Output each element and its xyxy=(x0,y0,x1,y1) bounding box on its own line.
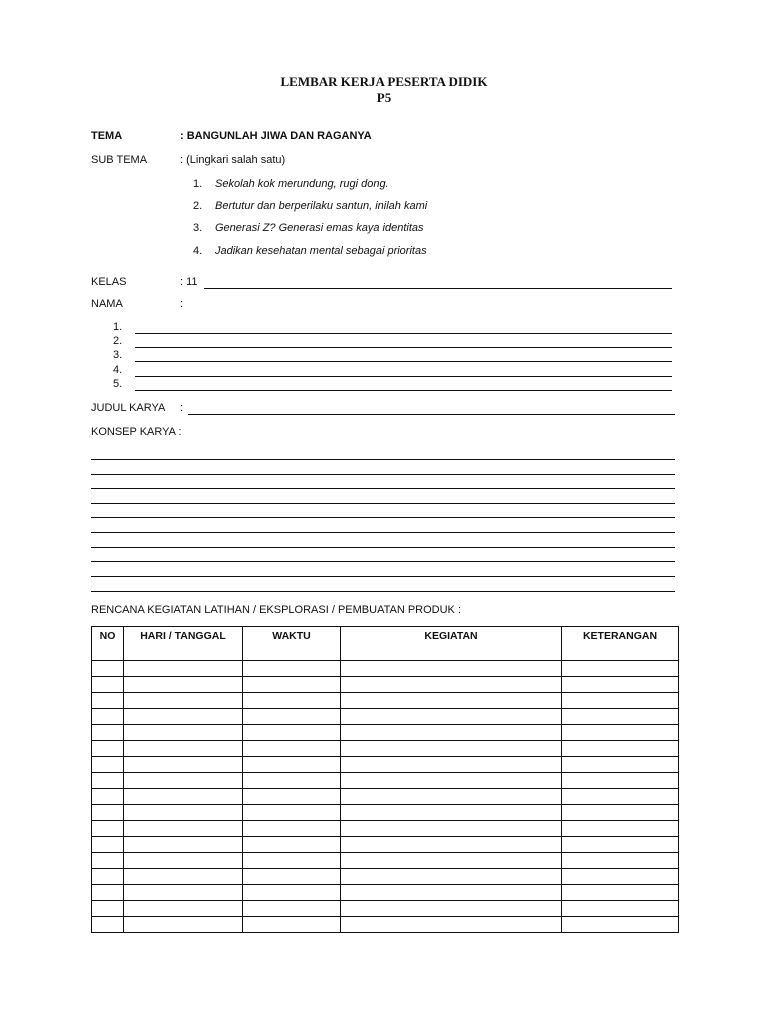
table-cell[interactable] xyxy=(341,661,562,677)
table-row xyxy=(92,885,679,901)
sub-tema-option[interactable] xyxy=(193,245,427,257)
option-number: 1. xyxy=(193,178,203,190)
table-cell[interactable] xyxy=(92,677,124,693)
column-header-hari-tanggal: HARI / TANGGAL xyxy=(124,627,243,661)
table-cell[interactable] xyxy=(124,917,243,933)
table-cell[interactable] xyxy=(92,757,124,773)
option-number: 4. xyxy=(193,245,203,257)
table-cell[interactable] xyxy=(562,789,679,805)
rencana-label: RENCANA KEGIATAN LATIHAN / EKSPLORASI / PEMBUATAN PRODUK : xyxy=(91,604,462,616)
judul-karya-input-line[interactable] xyxy=(188,414,675,415)
table-cell[interactable] xyxy=(92,725,124,741)
table-cell[interactable] xyxy=(243,661,341,677)
konsep-input-line[interactable] xyxy=(91,547,675,548)
table-cell[interactable] xyxy=(124,725,243,741)
table-cell[interactable] xyxy=(562,901,679,917)
table-cell[interactable] xyxy=(243,805,341,821)
table-row xyxy=(92,773,679,789)
column-header-no: NO xyxy=(92,627,124,661)
worksheet-title: LEMBAR KERJA PESERTA DIDIK xyxy=(280,74,488,89)
table-cell[interactable] xyxy=(124,757,243,773)
table-row xyxy=(92,693,679,709)
table-cell[interactable] xyxy=(243,693,341,709)
table-cell[interactable] xyxy=(92,741,124,757)
nama-input-line[interactable] xyxy=(135,333,672,334)
table-cell[interactable] xyxy=(243,901,341,917)
nama-input-line[interactable] xyxy=(135,390,672,391)
table-cell[interactable] xyxy=(243,869,341,885)
option-text: Sekolah kok merundung, rugi dong. xyxy=(215,178,389,190)
judul-karya-value: : xyxy=(180,402,184,414)
table-cell[interactable] xyxy=(92,885,124,901)
table-cell[interactable] xyxy=(341,709,562,725)
column-header-waktu: WAKTU xyxy=(243,627,341,661)
table-cell[interactable] xyxy=(124,677,243,693)
table-cell[interactable] xyxy=(562,677,679,693)
table-cell[interactable] xyxy=(124,789,243,805)
table-cell[interactable] xyxy=(562,661,679,677)
nama-number: 2. xyxy=(113,335,123,347)
table-cell[interactable] xyxy=(341,725,562,741)
table-cell[interactable] xyxy=(124,693,243,709)
konsep-input-line[interactable] xyxy=(91,532,675,533)
konsep-input-line[interactable] xyxy=(91,561,675,562)
nama-number: 1. xyxy=(113,321,123,333)
nama-number: 3. xyxy=(113,349,123,361)
table-cell[interactable] xyxy=(341,773,562,789)
table-cell[interactable] xyxy=(562,853,679,869)
table-cell[interactable] xyxy=(562,805,679,821)
judul-karya-label: JUDUL KARYA xyxy=(91,402,166,414)
sub-tema-label: SUB TEMA xyxy=(91,154,148,166)
konsep-input-line[interactable] xyxy=(91,517,675,518)
table-row xyxy=(92,661,679,677)
table-cell[interactable] xyxy=(243,773,341,789)
table-row xyxy=(92,869,679,885)
table-cell[interactable] xyxy=(341,677,562,693)
table-cell[interactable] xyxy=(243,853,341,869)
table-cell[interactable] xyxy=(124,805,243,821)
table-cell[interactable] xyxy=(341,821,562,837)
table-cell[interactable] xyxy=(92,789,124,805)
table-cell[interactable] xyxy=(124,709,243,725)
table-cell[interactable] xyxy=(341,853,562,869)
kelas-value: : 11 xyxy=(180,276,198,288)
table-cell[interactable] xyxy=(124,885,243,901)
sub-tema-option[interactable] xyxy=(193,178,389,190)
table-cell[interactable] xyxy=(341,869,562,885)
table-body xyxy=(92,661,679,933)
column-header-kegiatan: KEGIATAN xyxy=(341,627,562,661)
table-row xyxy=(92,789,679,805)
table-cell[interactable] xyxy=(562,757,679,773)
table-cell[interactable] xyxy=(341,789,562,805)
table-cell[interactable] xyxy=(243,677,341,693)
nama-label: NAMA xyxy=(91,298,123,310)
konsep-input-line[interactable] xyxy=(91,591,675,592)
table-cell[interactable] xyxy=(243,821,341,837)
table-cell[interactable] xyxy=(124,773,243,789)
table-header-row xyxy=(92,627,679,661)
table-cell[interactable] xyxy=(243,741,341,757)
table-row xyxy=(92,741,679,757)
table-cell[interactable] xyxy=(562,773,679,789)
table-cell[interactable] xyxy=(92,693,124,709)
column-header-keterangan: KETERANGAN xyxy=(562,627,679,661)
table-cell[interactable] xyxy=(124,901,243,917)
table-cell[interactable] xyxy=(562,821,679,837)
nama-input-line[interactable] xyxy=(135,361,672,362)
nama-number: 4. xyxy=(113,364,123,376)
table-cell[interactable] xyxy=(124,869,243,885)
nama-input-line[interactable] xyxy=(135,376,672,377)
table-row xyxy=(92,677,679,693)
table-cell[interactable] xyxy=(92,805,124,821)
table-row xyxy=(92,821,679,837)
table-cell[interactable] xyxy=(243,757,341,773)
konsep-input-line[interactable] xyxy=(91,459,675,460)
tema-label: TEMA xyxy=(91,130,123,142)
table-cell[interactable] xyxy=(243,709,341,725)
table-cell[interactable] xyxy=(92,869,124,885)
table-cell[interactable] xyxy=(243,917,341,933)
table-cell[interactable] xyxy=(124,741,243,757)
nama-number: 5. xyxy=(113,378,123,390)
table-cell[interactable] xyxy=(243,885,341,901)
table-cell[interactable] xyxy=(92,709,124,725)
nama-input-line[interactable] xyxy=(135,347,672,348)
nama-value: : xyxy=(180,298,184,310)
option-number: 3. xyxy=(193,222,203,234)
table-cell[interactable] xyxy=(124,661,243,677)
table-cell[interactable] xyxy=(124,837,243,853)
table-cell[interactable] xyxy=(124,821,243,837)
sub-tema-option[interactable] xyxy=(193,222,424,234)
option-text: Bertutur dan berperilaku santun, inilah kami xyxy=(215,200,428,212)
table-row xyxy=(92,805,679,821)
konsep-input-line[interactable] xyxy=(91,474,675,475)
table-cell[interactable] xyxy=(341,741,562,757)
kelas-label: KELAS xyxy=(91,276,127,288)
table-cell[interactable] xyxy=(243,789,341,805)
table-cell[interactable] xyxy=(341,805,562,821)
table-cell[interactable] xyxy=(562,725,679,741)
table-cell[interactable] xyxy=(341,837,562,853)
table-row xyxy=(92,853,679,869)
table-cell[interactable] xyxy=(124,853,243,869)
option-text: Generasi Z? Generasi emas kaya identitas xyxy=(215,222,424,234)
option-text: Jadikan kesehatan mental sebagai prioritas xyxy=(215,245,427,257)
table-row xyxy=(92,757,679,773)
table-cell[interactable] xyxy=(92,901,124,917)
table-row xyxy=(92,709,679,725)
sub-tema-option[interactable] xyxy=(193,200,427,212)
table-cell[interactable] xyxy=(243,725,341,741)
table-cell[interactable] xyxy=(341,693,562,709)
table-cell[interactable] xyxy=(92,917,124,933)
konsep-karya-label: KONSEP KARYA : xyxy=(91,426,182,438)
table-cell[interactable] xyxy=(562,741,679,757)
sub-tema-value: : (Lingkari salah satu) xyxy=(180,154,286,166)
tema-value: : BANGUNLAH JIWA DAN RAGANYA xyxy=(180,130,372,142)
table-cell[interactable] xyxy=(341,757,562,773)
table-row xyxy=(92,725,679,741)
kelas-input-line[interactable] xyxy=(204,288,672,289)
table-cell[interactable] xyxy=(562,709,679,725)
table-cell[interactable] xyxy=(341,901,562,917)
table-cell[interactable] xyxy=(92,661,124,677)
table-cell[interactable] xyxy=(243,837,341,853)
table-cell[interactable] xyxy=(92,821,124,837)
konsep-input-line[interactable] xyxy=(91,503,675,504)
konsep-input-line[interactable] xyxy=(91,576,675,577)
table-cell[interactable] xyxy=(341,885,562,901)
table-cell[interactable] xyxy=(562,837,679,853)
konsep-input-line[interactable] xyxy=(91,488,675,489)
table-cell[interactable] xyxy=(341,917,562,933)
table-row xyxy=(92,917,679,933)
option-number: 2. xyxy=(193,200,203,212)
table-cell[interactable] xyxy=(92,837,124,853)
table-cell[interactable] xyxy=(562,885,679,901)
worksheet-subtitle: P5 xyxy=(376,90,392,105)
table-row xyxy=(92,901,679,917)
table-row xyxy=(92,837,679,853)
rencana-table xyxy=(91,626,679,933)
table-cell[interactable] xyxy=(92,853,124,869)
table-cell[interactable] xyxy=(562,917,679,933)
table-cell[interactable] xyxy=(92,773,124,789)
table-cell[interactable] xyxy=(562,693,679,709)
table-cell[interactable] xyxy=(562,869,679,885)
